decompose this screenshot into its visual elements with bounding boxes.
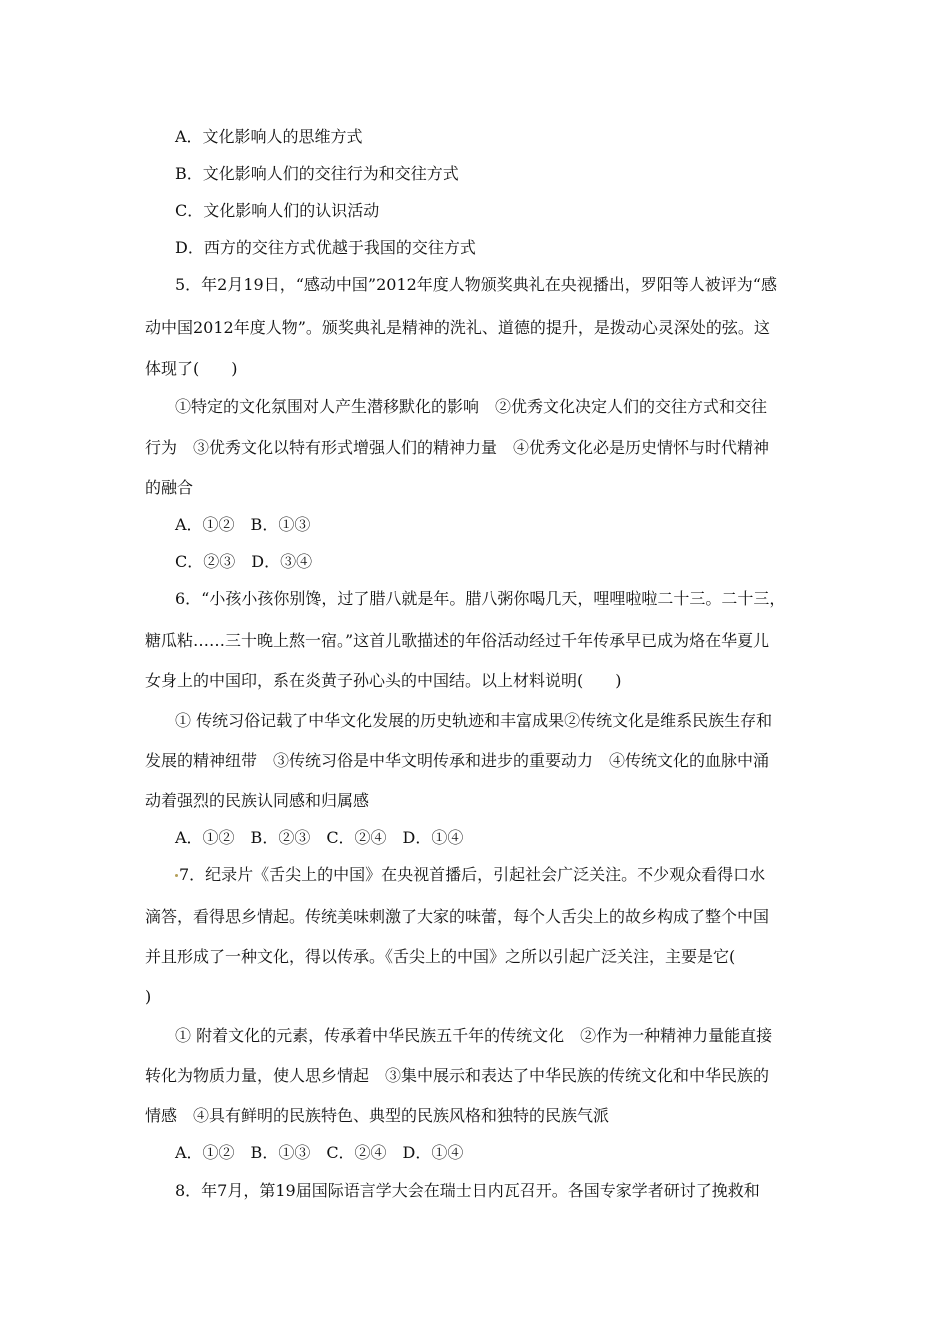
q5-choice-line2: 行为 ③优秀文化以特有形式增强人们的精神力量 ④优秀文化必是历史情怀与时代精神 [145,438,770,457]
q7-choice-line1: ① 附着文化的元素，传承着中华民族五千年的传统文化 ②作为一种精神力量能直接 [175,1026,773,1045]
q8-stem-line1: 8．年7月，第19届国际语言学大会在瑞士日内瓦召开。各国专家学者研讨了挽救和 [175,1181,760,1200]
q7-choice-line2: 转化为物质力量，使人思乡情起 ③集中展示和表达了中华民族的传统文化和中华民族的 [145,1066,770,1085]
q6-choice-line1: ① 传统习俗记载了中华文化发展的历史轨迹和丰富成果②传统文化是维系民族生存和 [175,711,773,730]
q6-stem-line3: 女身上的中国印，系在炎黄子孙心头的中国结。以上材料说明( ) [145,671,622,690]
q6-answer-line: A．①② B．②③ C．②④ D．①④ [175,828,464,847]
q5-answer-line2: C．②③ D．③④ [175,552,313,571]
q6-choice-line2: 发展的精神纽带 ③传统习俗是中华文明传承和进步的重要动力 ④传统文化的血脉中涌 [145,751,770,770]
q4-option-c: C．文化影响人们的认识活动 [175,201,380,220]
q7-stem-line2: 滴答，看得思乡情起。传统美味刺激了大家的味蕾，每个人舌尖上的故乡构成了整个中国 [145,907,770,926]
q7-stem-line4: ) [145,987,152,1006]
q7-choice-line3: 情感 ④具有鲜明的民族特色、典型的民族风格和独特的民族气派 [145,1106,610,1125]
q7-answer-line: A．①② B．①③ C．②④ D．①④ [175,1143,464,1162]
q6-stem-line2: 糖瓜粘……三十晚上熬一宿。”这首儿歌描述的年俗活动经过千年传承早已成为烙在华夏儿 [145,631,770,650]
margin-dot-mark [175,874,178,877]
q7-stem-line3: 并且形成了一种文化，得以传承。《舌尖上的中国》之所以引起广泛关注，主要是它( [145,947,736,966]
q6-stem-line1: 6．“小孩小孩你别馋，过了腊八就是年。腊八粥你喝几天，哩哩啦啦二十三。二十三， [175,589,786,608]
q5-choice-line1: ①特定的文化氛围对人产生潜移默化的影响 ②优秀文化决定人们的交往方式和交往 [175,397,768,416]
q7-stem-text: 7．纪录片《舌尖上的中国》在央视首播后，引起社会广泛关注。不少观众看得口水 [179,865,766,884]
q5-answer-line1: A．①② B．①③ [175,515,311,534]
q7-stem-line1 [175,865,765,885]
q5-stem-line3: 体现了( ) [145,359,238,378]
q5-choice-line3: 的融合 [145,478,194,497]
q4-option-d: D．西方的交往方式优越于我国的交往方式 [175,238,476,257]
q6-choice-line3: 动着强烈的民族认同感和归属感 [145,791,370,810]
q5-stem-line1: 5．年2月19日，“感动中国”2012年度人物颁奖典礼在央视播出，罗阳等人被评为“感 [175,275,777,294]
q4-option-a: A．文化影响人的思维方式 [175,127,363,146]
q5-stem-line2: 动中国2012年度人物”。颁奖典礼是精神的洗礼、道德的提升，是拨动心灵深处的弦。这 [145,318,770,337]
q4-option-b: B．文化影响人们的交往行为和交往方式 [175,164,459,183]
